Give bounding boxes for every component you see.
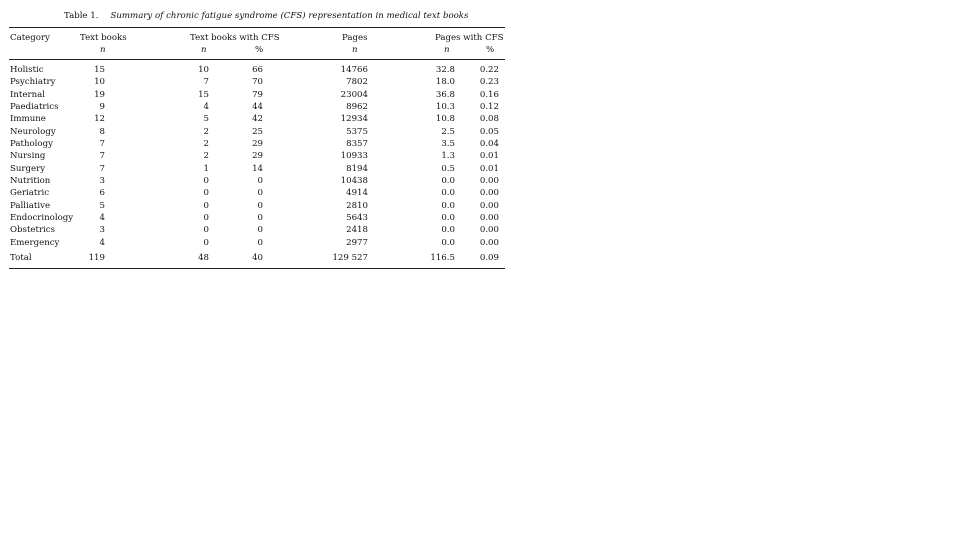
subheader-pages-n: n [352,45,358,55]
cell-text-books-cfs-n: 7 [203,77,209,88]
subheader-tbc-pct: % [255,45,264,55]
cell-pages-cfs-pct: 0.09 [479,253,499,263]
cell-text-books-n: 3 [99,175,105,186]
table-label: Table 1. [64,11,99,21]
cell-category: Paediatrics [10,101,59,112]
cell-text-books-n: 9 [99,101,105,112]
cell-text-books-cfs-n: 4 [203,101,209,112]
cell-text-books-n: 7 [99,138,105,149]
cell-text-books-cfs-n: 0 [203,237,209,248]
cell-pages-cfs-n: 36.8 [435,89,455,100]
cell-pages-cfs-pct: 0.00 [479,175,499,186]
cell-pages-cfs-pct: 0.00 [479,188,499,199]
subheader-tbc-n: n [201,45,207,55]
cell-category: Neurology [10,126,56,137]
cell-pages-cfs-pct: 0.00 [479,237,499,248]
cell-pages-n: 8194 [346,163,368,174]
cell-category: Holistic [10,65,44,75]
cell-text-books-n: 5 [99,200,105,211]
cell-pages-n: 12934 [340,114,368,125]
cell-pages-n: 8962 [346,101,368,112]
cell-text-books-cfs-n: 0 [203,225,209,236]
cell-pages-cfs-n: 32.8 [435,65,455,75]
cell-category: Immune [10,114,46,125]
cell-text-books-cfs-pct: 42 [252,114,263,125]
header-text-books-cfs: Text books with CFS [190,33,280,43]
cell-text-books-n: 8 [99,126,105,137]
cell-text-books-cfs-pct: 79 [252,89,263,100]
cell-pages-cfs-pct: 0.05 [479,126,499,137]
cell-pages-n: 23004 [340,89,368,100]
cell-text-books-cfs-pct: 0 [257,212,263,223]
cell-text-books-cfs-n: 2 [203,151,209,162]
cell-pages-cfs-pct: 0.16 [479,89,499,100]
cell-text-books-n: 10 [94,77,105,88]
cell-pages-n: 14766 [340,65,368,75]
cell-pages-cfs-n: 0.0 [441,225,455,236]
cell-category: Internal [10,89,45,100]
cell-pages-cfs-n: 0.0 [441,212,455,223]
cell-text-books-cfs-pct: 29 [252,138,263,149]
cell-text-books-cfs-pct: 44 [252,101,263,112]
cell-text-books-cfs-n: 0 [203,212,209,223]
cell-pages-n: 8357 [346,138,368,149]
cell-pages-n: 2977 [346,237,368,248]
cell-category: Pathology [10,138,53,149]
cell-pages-cfs-pct: 0.12 [479,101,499,112]
cell-text-books-cfs-pct: 0 [257,175,263,186]
cell-text-books-cfs-pct: 40 [252,253,263,263]
cell-pages-cfs-pct: 0.22 [479,65,499,75]
header-category: Category [10,33,50,43]
cell-category: Obstetrics [10,225,56,236]
table-caption [64,11,468,21]
cell-category: Surgery [10,163,46,174]
cell-text-books-cfs-pct: 0 [257,188,263,199]
cell-category: Emergency [10,237,60,248]
cell-pages-n: 4914 [346,188,368,199]
cell-text-books-cfs-n: 0 [203,188,209,199]
subheader-pc-n: n [444,45,450,55]
cell-text-books-cfs-n: 48 [198,253,209,263]
cell-pages-cfs-n: 0.0 [441,237,455,248]
cell-pages-n: 5375 [346,126,368,137]
cell-text-books-n: 19 [94,89,105,100]
cell-pages-cfs-pct: 0.23 [479,77,499,88]
cell-category: Nutrition [10,175,51,186]
cell-text-books-cfs-pct: 14 [252,163,263,174]
top-rule [9,27,505,28]
cell-category: Psychiatry [10,77,56,88]
header-pages: Pages [342,33,368,43]
cell-text-books-cfs-n: 0 [203,175,209,186]
cell-text-books-n: 15 [94,65,105,75]
cell-text-books-cfs-n: 15 [198,89,209,100]
cell-pages-cfs-pct: 0.00 [479,200,499,211]
cell-pages-cfs-n: 1.3 [441,151,455,162]
cell-category: Geriatric [10,188,50,199]
cell-pages-cfs-n: 0.5 [441,163,455,174]
cell-pages-cfs-pct: 0.04 [479,138,499,149]
cell-text-books-n: 119 [88,253,105,263]
subheader-tb-n: n [100,45,106,55]
cell-pages-n: 10438 [340,175,368,186]
cell-pages-n: 129 527 [332,253,368,263]
cell-pages-cfs-n: 0.0 [441,188,455,199]
cell-category: Nursing [10,151,46,162]
cell-pages-cfs-pct: 0.08 [479,114,499,125]
cell-pages-cfs-n: 10.3 [435,101,455,112]
cell-pages-n: 2418 [346,225,368,236]
header-pages-cfs: Pages with CFS [435,33,504,43]
cell-pages-n: 5643 [346,212,368,223]
cell-pages-cfs-pct: 0.00 [479,212,499,223]
cell-text-books-cfs-pct: 66 [252,65,263,75]
cell-category: Total [10,253,32,263]
cell-text-books-n: 4 [99,237,105,248]
cell-text-books-cfs-n: 5 [203,114,209,125]
subheader-pc-pct: % [486,45,495,55]
cell-text-books-cfs-pct: 0 [257,237,263,248]
cell-pages-cfs-pct: 0.00 [479,225,499,236]
cell-pages-n: 2810 [346,200,368,211]
cell-pages-cfs-n: 2.5 [441,126,455,137]
cell-pages-cfs-n: 3.5 [441,138,455,149]
cell-text-books-n: 12 [94,114,105,125]
cell-text-books-n: 7 [99,151,105,162]
cell-text-books-n: 6 [99,188,105,199]
cell-pages-cfs-pct: 0.01 [479,151,499,162]
cell-text-books-n: 7 [99,163,105,174]
cell-category: Endocrinology [10,212,74,223]
cell-pages-n: 7802 [346,77,368,88]
cell-text-books-cfs-pct: 0 [257,225,263,236]
header-rule [9,59,505,60]
table-caption-text: Summary of chronic fatigue syndrome (CFS) representation in medical text books [110,11,469,21]
cell-text-books-cfs-n: 2 [203,138,209,149]
cell-pages-cfs-n: 10.8 [435,114,455,125]
cell-pages-n: 10933 [340,151,368,162]
cell-text-books-cfs-n: 0 [203,200,209,211]
cell-category: Palliative [10,200,51,211]
cell-text-books-cfs-n: 10 [198,65,209,75]
cell-pages-cfs-pct: 0.01 [479,163,499,174]
cell-text-books-cfs-n: 2 [203,126,209,137]
cell-pages-cfs-n: 0.0 [441,175,455,186]
cell-pages-cfs-n: 116.5 [430,253,455,263]
cell-text-books-n: 4 [99,212,105,223]
cell-text-books-cfs-n: 1 [203,163,209,174]
header-text-books: Text books [80,33,127,43]
bottom-rule [9,268,505,269]
cell-text-books-cfs-pct: 29 [252,151,263,162]
cell-text-books-cfs-pct: 0 [257,200,263,211]
cell-pages-cfs-n: 18.0 [435,77,455,88]
cell-pages-cfs-n: 0.0 [441,200,455,211]
cell-text-books-cfs-pct: 70 [252,77,263,88]
cell-text-books-n: 3 [99,225,105,236]
cell-text-books-cfs-pct: 25 [252,126,263,137]
